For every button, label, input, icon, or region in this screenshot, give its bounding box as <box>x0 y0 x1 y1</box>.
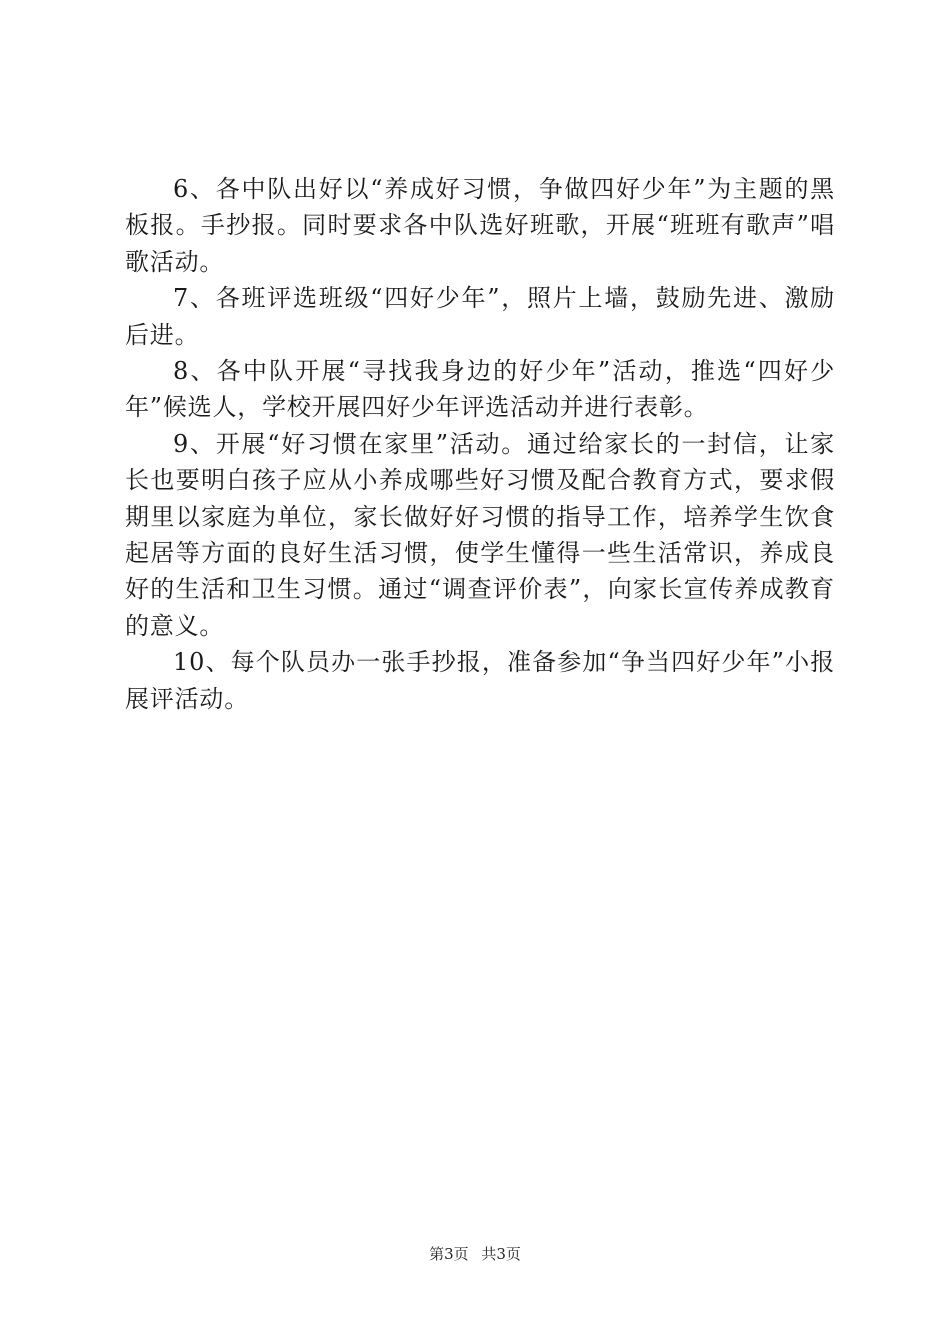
page-number: 第3页 <box>429 1245 469 1263</box>
paragraph-item-7: 7、各班评选班级“四好少年”，照片上墙，鼓励先进、激励后进。 <box>125 284 835 349</box>
paragraph-item-6: 6、各中队出好以“养成好习惯，争做四好少年”为主题的黑板报。手抄报。同时要求各中队选好班歌，开展“班班有歌声”唱歌活动。 <box>125 175 835 276</box>
document-body <box>125 171 835 717</box>
paragraph-item-9: 9、开展“好习惯在家里”活动。通过给家长的一封信，让家长也要明白孩子应从小养成哪些好习惯及配合教育方式，要求假期里以家庭为单位，家长做好好习惯的指导工作，培养学生饮食起居等方面的良好生活习惯，使学生懂得一些生活常识，养成良好的生活和卫生习惯。通过“调查评价表”，向家长宣传养成教育的意义。 <box>125 429 835 640</box>
page-total: 共3页 <box>481 1245 521 1263</box>
page-footer <box>0 1244 950 1264</box>
paragraph-item-8: 8、各中队开展“寻找我身边的好少年”活动，推选“四好少年”候选人，学校开展四好少年评选活动并进行表彰。 <box>125 357 835 422</box>
paragraph-item-10: 10、每个队员办一张手抄报，准备参加“争当四好少年”小报展评活动。 <box>125 648 835 713</box>
